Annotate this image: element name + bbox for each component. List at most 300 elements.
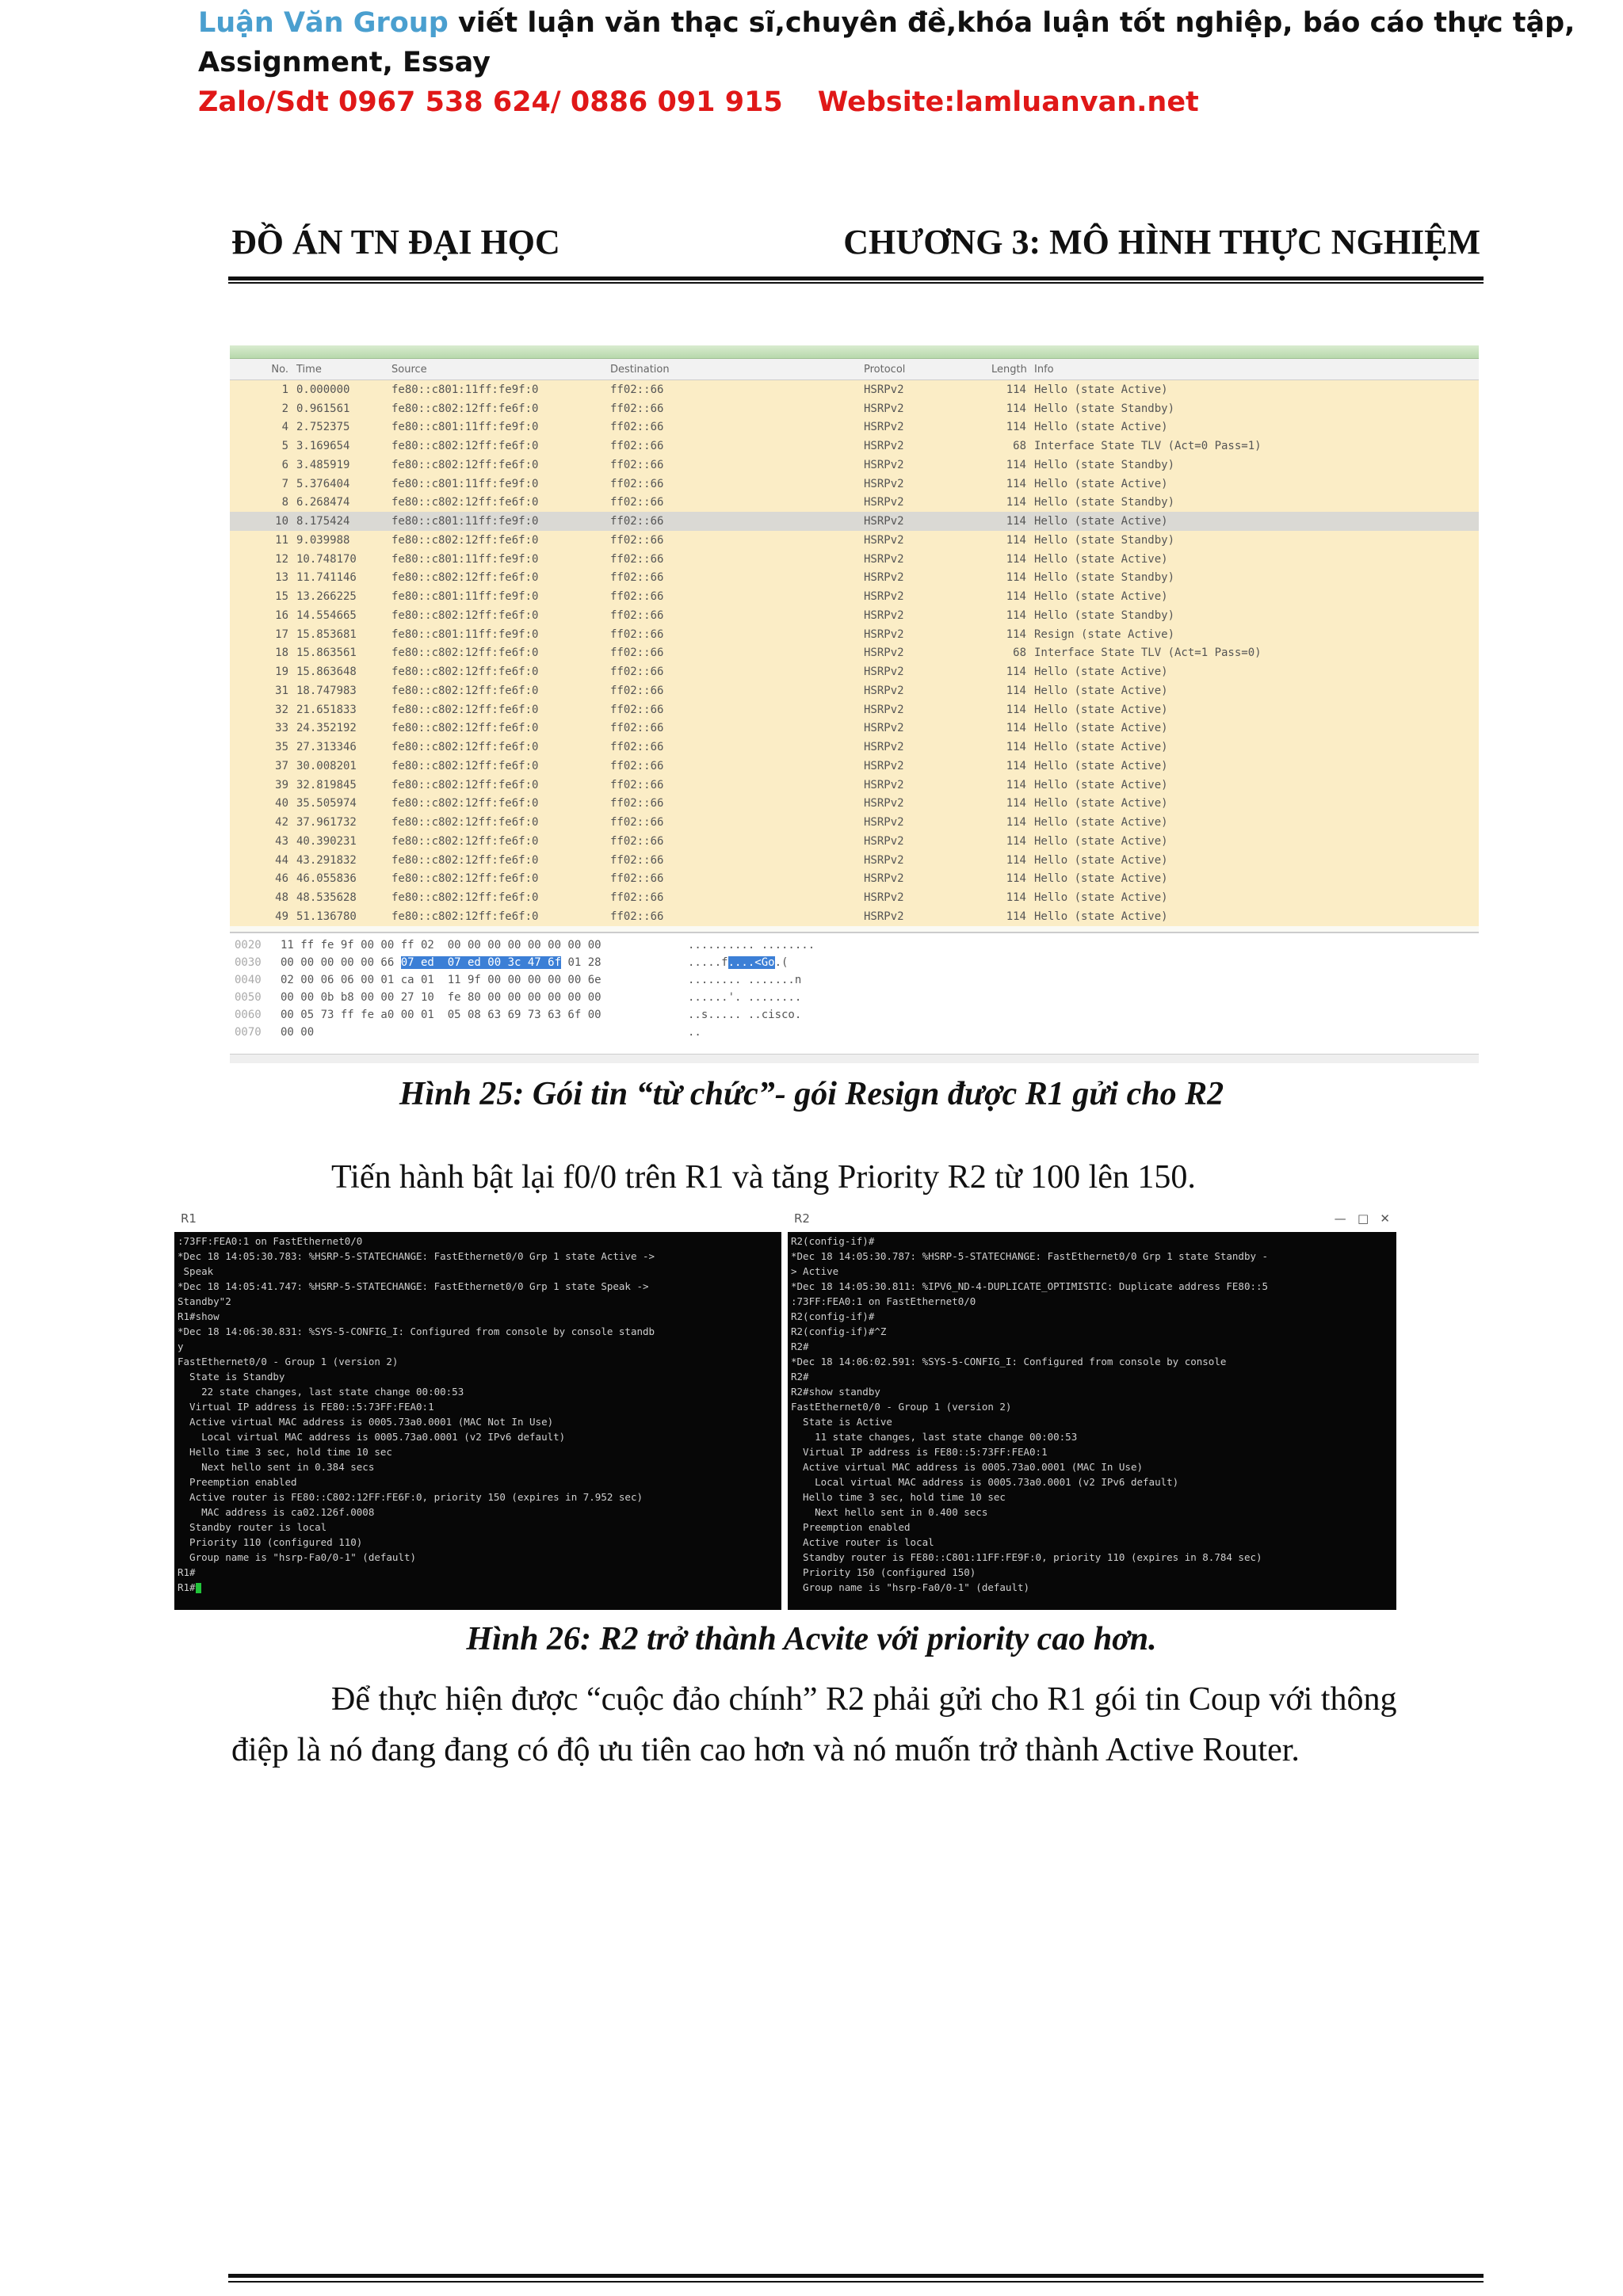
packet-cell-no: 49 bbox=[275, 910, 288, 923]
terminal-line: *Dec 18 14:05:30.787: %HSRP-5-STATECHANGE: FastEthernet0/0 Grp 1 state Standby - bbox=[791, 1250, 1269, 1262]
packet-cell-info: Interface State TLV (Act=1 Pass=0) bbox=[1034, 646, 1262, 660]
packet-cell-dst: ff02::66 bbox=[610, 646, 664, 660]
packet-cell-proto: HSRPv2 bbox=[864, 496, 904, 509]
packet-list bbox=[230, 380, 1479, 932]
packet-cell-time: 8.175424 bbox=[296, 515, 350, 528]
packet-cell-src: fe80::c801:11ff:fe9f:0 bbox=[391, 383, 539, 396]
packet-cell-dst: ff02::66 bbox=[610, 421, 664, 434]
header-rule-thin bbox=[228, 282, 1484, 284]
packet-row[interactable] bbox=[230, 587, 1479, 606]
packet-cell-time: 10.748170 bbox=[296, 552, 357, 566]
packet-cell-len: 114 bbox=[1006, 834, 1026, 848]
header-rule bbox=[228, 277, 1484, 280]
banner-line-3 bbox=[198, 82, 1593, 122]
packet-cell-time: 6.268474 bbox=[296, 496, 350, 509]
packet-cell-info: Hello (state Active) bbox=[1034, 515, 1168, 528]
packet-cell-no: 43 bbox=[275, 834, 288, 848]
packet-cell-src: fe80::c802:12ff:fe6f:0 bbox=[391, 402, 539, 415]
packet-row[interactable] bbox=[230, 475, 1479, 494]
packet-cell-info: Hello (state Active) bbox=[1034, 383, 1168, 396]
terminal-line: Virtual IP address is FE80::5:73FF:FEA0:1 bbox=[178, 1401, 434, 1413]
hex-ascii bbox=[688, 991, 801, 1004]
packet-cell-src: fe80::c802:12ff:fe6f:0 bbox=[391, 666, 539, 679]
packet-cell-no: 7 bbox=[281, 477, 288, 490]
terminal-r2-titlebar bbox=[788, 1205, 1396, 1232]
packet-cell-dst: ff02::66 bbox=[610, 910, 664, 923]
packet-cell-no: 31 bbox=[275, 684, 288, 697]
terminal-line: :73FF:FEA0:1 on FastEthernet0/0 bbox=[178, 1235, 363, 1247]
packet-cell-len: 114 bbox=[1006, 627, 1026, 641]
packet-cell-proto: HSRPv2 bbox=[864, 891, 904, 905]
packet-cell-info: Hello (state Active) bbox=[1034, 741, 1168, 754]
packet-cell-proto: HSRPv2 bbox=[864, 722, 904, 735]
hex-line[interactable] bbox=[230, 1024, 1479, 1041]
packet-cell-time: 32.819845 bbox=[296, 778, 357, 791]
packet-row[interactable] bbox=[230, 418, 1479, 437]
packet-cell-len: 114 bbox=[1006, 496, 1026, 509]
packet-cell-no: 35 bbox=[275, 741, 288, 754]
terminal-line: Standby"2 bbox=[178, 1295, 231, 1307]
hex-bytes-plain: 02 00 06 06 00 01 ca 01 11 9f 00 00 00 00 00 6e bbox=[281, 974, 601, 986]
hex-line[interactable] bbox=[230, 989, 1479, 1006]
hex-offset: 0050 bbox=[235, 991, 262, 1004]
hex-bytes-tail: 01 28 bbox=[561, 956, 601, 969]
packet-cell-no: 48 bbox=[275, 891, 288, 905]
packet-cell-src: fe80::c802:12ff:fe6f:0 bbox=[391, 722, 539, 735]
hex-bytes bbox=[281, 956, 688, 969]
packet-row[interactable] bbox=[230, 776, 1479, 795]
packet-row[interactable] bbox=[230, 832, 1479, 851]
packet-cell-info: Hello (state Active) bbox=[1034, 891, 1168, 905]
packet-cell-dst: ff02::66 bbox=[610, 834, 664, 848]
hex-bytes-plain: 11 ff fe 9f 00 00 ff 02 00 00 00 00 00 00 00 00 bbox=[281, 939, 601, 952]
packet-cell-proto: HSRPv2 bbox=[864, 816, 904, 830]
hex-ascii-plain: .. bbox=[688, 1026, 701, 1039]
packet-cell-len: 114 bbox=[1006, 421, 1026, 434]
col-protocol[interactable]: Protocol bbox=[864, 363, 906, 376]
packet-cell-time: 9.039988 bbox=[296, 533, 350, 547]
packet-cell-len: 114 bbox=[1006, 684, 1026, 697]
packet-cell-no: 12 bbox=[275, 552, 288, 566]
terminal-line: 22 state changes, last state change 00:00:53 bbox=[178, 1386, 464, 1398]
packet-cell-src: fe80::c802:12ff:fe6f:0 bbox=[391, 646, 539, 660]
terminal-line: Group name is "hsrp-Fa0/0-1" (default) bbox=[178, 1551, 417, 1563]
packet-cell-dst: ff02::66 bbox=[610, 816, 664, 830]
packet-row[interactable] bbox=[230, 681, 1479, 700]
terminal-line: R2# bbox=[791, 1371, 809, 1383]
packet-cell-proto: HSRPv2 bbox=[864, 627, 904, 641]
packet-row[interactable] bbox=[230, 380, 1479, 399]
terminal-r2 bbox=[788, 1205, 1396, 1610]
packet-row[interactable] bbox=[230, 700, 1479, 719]
packet-cell-src: fe80::c801:11ff:fe9f:0 bbox=[391, 477, 539, 490]
packet-cell-len: 114 bbox=[1006, 853, 1026, 867]
hex-ascii bbox=[688, 1009, 801, 1021]
hex-line[interactable] bbox=[230, 1006, 1479, 1024]
terminal-line: R1#show bbox=[178, 1310, 220, 1322]
packet-row[interactable] bbox=[230, 851, 1479, 870]
packet-cell-proto: HSRPv2 bbox=[864, 834, 904, 848]
packet-cell-no: 32 bbox=[275, 703, 288, 716]
packet-cell-dst: ff02::66 bbox=[610, 759, 664, 772]
packet-cell-info: Hello (state Standby) bbox=[1034, 496, 1175, 509]
packet-cell-src: fe80::c802:12ff:fe6f:0 bbox=[391, 872, 539, 886]
packet-cell-proto: HSRPv2 bbox=[864, 778, 904, 791]
terminal-line: State is Standby bbox=[178, 1371, 285, 1383]
packet-cell-time: 43.291832 bbox=[296, 853, 357, 867]
packet-cell-dst: ff02::66 bbox=[610, 778, 664, 791]
packet-cell-no: 16 bbox=[275, 608, 288, 622]
terminal-line: Active virtual MAC address is 0005.73a0.0001 (MAC Not In Use) bbox=[178, 1416, 554, 1428]
col-source[interactable]: Source bbox=[391, 363, 427, 376]
hex-line[interactable] bbox=[230, 936, 1479, 954]
hex-bytes-highlight: 07 ed 07 ed 00 3c 47 6f bbox=[400, 956, 562, 969]
packet-cell-dst: ff02::66 bbox=[610, 853, 664, 867]
packet-cell-len: 114 bbox=[1006, 515, 1026, 528]
packet-cell-src: fe80::c802:12ff:fe6f:0 bbox=[391, 834, 539, 848]
packet-cell-proto: HSRPv2 bbox=[864, 533, 904, 547]
packet-cell-len: 114 bbox=[1006, 590, 1026, 604]
packet-row[interactable] bbox=[230, 813, 1479, 832]
terminal-line: *Dec 18 14:06:02.591: %SYS-5-CONFIG_I: Configured from console by console bbox=[791, 1356, 1227, 1367]
terminal-line: Local virtual MAC address is 0005.73a0.0001 (v2 IPv6 default) bbox=[178, 1431, 566, 1443]
figure-25-caption: Hình 25: Gói tin “từ chức”- gói Resign được R1 gửi cho R2 bbox=[399, 1076, 1224, 1112]
packet-cell-proto: HSRPv2 bbox=[864, 646, 904, 660]
packet-cell-dst: ff02::66 bbox=[610, 608, 664, 622]
packet-cell-no: 17 bbox=[275, 627, 288, 641]
col-no[interactable]: No. bbox=[271, 363, 288, 376]
hex-ascii bbox=[688, 939, 815, 952]
packet-cell-proto: HSRPv2 bbox=[864, 703, 904, 716]
packet-cell-time: 0.961561 bbox=[296, 402, 350, 415]
packet-cell-no: 33 bbox=[275, 722, 288, 735]
terminal-line: Virtual IP address is FE80::5:73FF:FEA0:1 bbox=[791, 1446, 1048, 1458]
packet-cell-len: 114 bbox=[1006, 477, 1026, 490]
packet-cell-src: fe80::c801:11ff:fe9f:0 bbox=[391, 627, 539, 641]
packet-row[interactable] bbox=[230, 550, 1479, 569]
packet-cell-dst: ff02::66 bbox=[610, 571, 664, 585]
terminal-line: R2(config-if)#^Z bbox=[791, 1325, 887, 1337]
col-destination[interactable]: Destination bbox=[610, 363, 670, 376]
terminal-line: *Dec 18 14:05:41.747: %HSRP-5-STATECHANGE: FastEthernet0/0 Grp 1 state Speak -> bbox=[178, 1280, 649, 1292]
packet-row[interactable] bbox=[230, 644, 1479, 663]
packet-cell-dst: ff02::66 bbox=[610, 590, 664, 604]
hex-line[interactable] bbox=[230, 971, 1479, 989]
packet-row[interactable] bbox=[230, 907, 1479, 926]
packet-cell-len: 114 bbox=[1006, 759, 1026, 772]
packet-row[interactable] bbox=[230, 662, 1479, 681]
packet-row[interactable] bbox=[230, 738, 1479, 757]
packet-cell-proto: HSRPv2 bbox=[864, 666, 904, 679]
packet-cell-dst: ff02::66 bbox=[610, 684, 664, 697]
packet-cell-time: 46.055836 bbox=[296, 872, 357, 886]
banner-website: Website:lamluanvan.net bbox=[817, 86, 1199, 118]
packet-cell-dst: ff02::66 bbox=[610, 627, 664, 641]
hex-ascii-plain: ......'. ........ bbox=[688, 991, 802, 1004]
packet-cell-dst: ff02::66 bbox=[610, 458, 664, 471]
packet-cell-src: fe80::c802:12ff:fe6f:0 bbox=[391, 608, 539, 622]
packet-cell-no: 8 bbox=[281, 496, 288, 509]
packet-cell-time: 15.853681 bbox=[296, 627, 357, 641]
packet-cell-info: Hello (state Standby) bbox=[1034, 571, 1175, 585]
packet-cell-time: 40.390231 bbox=[296, 834, 357, 848]
packet-cell-info: Hello (state Active) bbox=[1034, 552, 1168, 566]
packet-cell-time: 48.535628 bbox=[296, 891, 357, 905]
packet-cell-info: Hello (state Active) bbox=[1034, 684, 1168, 697]
terminal-line: Local virtual MAC address is 0005.73a0.0001 (v2 IPv6 default) bbox=[791, 1476, 1179, 1488]
hex-bytes bbox=[281, 939, 688, 952]
terminal-line: Group name is "hsrp-Fa0/0-1" (default) bbox=[791, 1581, 1030, 1593]
packet-row[interactable] bbox=[230, 888, 1479, 907]
terminal-r1 bbox=[174, 1205, 781, 1610]
terminal-line: R1# bbox=[178, 1566, 196, 1578]
packet-cell-time: 3.485919 bbox=[296, 458, 350, 471]
banner-line-1 bbox=[198, 3, 1593, 43]
packet-cell-no: 11 bbox=[275, 533, 288, 547]
packet-list-header bbox=[230, 359, 1479, 380]
banner-line-2: Assignment, Essay bbox=[198, 47, 491, 78]
hex-offset: 0020 bbox=[235, 939, 262, 952]
packet-cell-proto: HSRPv2 bbox=[864, 741, 904, 754]
packet-cell-src: fe80::c802:12ff:fe6f:0 bbox=[391, 533, 539, 547]
packet-cell-time: 15.863561 bbox=[296, 646, 357, 660]
packet-cell-dst: ff02::66 bbox=[610, 872, 664, 886]
terminal-line: R2(config-if)# bbox=[791, 1235, 875, 1247]
packet-row[interactable] bbox=[230, 512, 1479, 531]
paragraph-1: Tiến hành bật lại f0/0 trên R1 và tăng Priority R2 từ 100 lên 150. bbox=[331, 1159, 1196, 1196]
packet-cell-src: fe80::c801:11ff:fe9f:0 bbox=[391, 421, 539, 434]
hex-offset: 0040 bbox=[235, 974, 262, 986]
packet-cell-dst: ff02::66 bbox=[610, 722, 664, 735]
packet-cell-src: fe80::c802:12ff:fe6f:0 bbox=[391, 458, 539, 471]
packet-cell-len: 114 bbox=[1006, 872, 1026, 886]
packet-cell-src: fe80::c801:11ff:fe9f:0 bbox=[391, 590, 539, 604]
packet-cell-proto: HSRPv2 bbox=[864, 402, 904, 415]
packet-cell-len: 114 bbox=[1006, 778, 1026, 791]
hex-offset: 0030 bbox=[235, 956, 262, 969]
packet-cell-info: Hello (state Active) bbox=[1034, 797, 1168, 810]
packet-cell-no: 42 bbox=[275, 816, 288, 830]
packet-cell-time: 14.554665 bbox=[296, 608, 357, 622]
packet-cell-dst: ff02::66 bbox=[610, 477, 664, 490]
terminal-line: Standby router is local bbox=[178, 1521, 327, 1533]
packet-cell-proto: HSRPv2 bbox=[864, 590, 904, 604]
col-length[interactable]: Length bbox=[991, 363, 1027, 376]
terminal-line: FastEthernet0/0 - Group 1 (version 2) bbox=[178, 1356, 399, 1367]
packet-cell-info: Hello (state Active) bbox=[1034, 759, 1168, 772]
window-controls[interactable]: — □ ✕ bbox=[1334, 1211, 1390, 1226]
packet-cell-proto: HSRPv2 bbox=[864, 383, 904, 396]
terminal-line: FastEthernet0/0 - Group 1 (version 2) bbox=[791, 1401, 1012, 1413]
packet-cell-proto: HSRPv2 bbox=[864, 477, 904, 490]
terminal-line: > Active bbox=[791, 1265, 839, 1277]
packet-cell-src: fe80::c801:11ff:fe9f:0 bbox=[391, 552, 539, 566]
terminal-line: Preemption enabled bbox=[791, 1521, 911, 1533]
packet-cell-len: 114 bbox=[1006, 910, 1026, 923]
packet-cell-time: 24.352192 bbox=[296, 722, 357, 735]
page-header bbox=[231, 222, 1480, 262]
terminal-line: Next hello sent in 0.384 secs bbox=[178, 1461, 375, 1473]
packet-cell-len: 114 bbox=[1006, 383, 1026, 396]
packet-cell-src: fe80::c802:12ff:fe6f:0 bbox=[391, 910, 539, 923]
packet-cell-src: fe80::c802:12ff:fe6f:0 bbox=[391, 759, 539, 772]
packet-cell-dst: ff02::66 bbox=[610, 797, 664, 810]
packet-cell-src: fe80::c802:12ff:fe6f:0 bbox=[391, 778, 539, 791]
terminal-line: R2(config-if)# bbox=[791, 1310, 875, 1322]
packet-row[interactable] bbox=[230, 795, 1479, 814]
terminal-r2-output[interactable] bbox=[788, 1232, 1396, 1596]
packet-cell-time: 37.961732 bbox=[296, 816, 357, 830]
hex-ascii-plain: .......... ........ bbox=[688, 939, 815, 952]
packet-row[interactable] bbox=[230, 757, 1479, 776]
packet-cell-info: Hello (state Standby) bbox=[1034, 533, 1175, 547]
hex-bytes-plain: 00 00 00 00 00 66 bbox=[281, 956, 401, 969]
packet-cell-no: 37 bbox=[275, 759, 288, 772]
terminal-r2-title: R2 bbox=[794, 1211, 810, 1226]
packet-cell-info: Hello (state Active) bbox=[1034, 722, 1168, 735]
terminal-line: *Dec 18 14:05:30.783: %HSRP-5-STATECHANGE: FastEthernet0/0 Grp 1 state Active -> bbox=[178, 1250, 655, 1262]
terminal-line: Next hello sent in 0.400 secs bbox=[791, 1506, 988, 1518]
hex-ascii-plain: .....f bbox=[688, 956, 728, 969]
packet-cell-proto: HSRPv2 bbox=[864, 515, 904, 528]
packet-cell-info: Hello (state Active) bbox=[1034, 590, 1168, 604]
packet-cell-dst: ff02::66 bbox=[610, 703, 664, 716]
col-time[interactable]: Time bbox=[296, 363, 322, 376]
packet-cell-no: 18 bbox=[275, 646, 288, 660]
packet-cell-time: 0.000000 bbox=[296, 383, 350, 396]
packet-row[interactable] bbox=[230, 606, 1479, 625]
hex-ascii bbox=[688, 956, 788, 969]
hex-ascii-plain: ..s..... ..cisco. bbox=[688, 1009, 802, 1021]
packet-cell-proto: HSRPv2 bbox=[864, 458, 904, 471]
terminal-line: R1# bbox=[178, 1580, 778, 1595]
packet-cell-len: 114 bbox=[1006, 608, 1026, 622]
packet-cell-len: 68 bbox=[1013, 440, 1026, 453]
packet-cell-no: 4 bbox=[281, 421, 288, 434]
packet-cell-src: fe80::c802:12ff:fe6f:0 bbox=[391, 571, 539, 585]
hex-ascii-tail: .( bbox=[774, 956, 789, 969]
packet-cell-src: fe80::c802:12ff:fe6f:0 bbox=[391, 440, 539, 453]
packet-cell-proto: HSRPv2 bbox=[864, 608, 904, 622]
paragraph-2-line-2: điệp là nó đang đang có độ ưu tiên cao hơn và nó muốn trở thành Active Router. bbox=[231, 1732, 1300, 1768]
packet-cell-src: fe80::c802:12ff:fe6f:0 bbox=[391, 853, 539, 867]
terminal-line: 11 state changes, last state change 00:00:53 bbox=[791, 1431, 1078, 1443]
packet-cell-time: 13.266225 bbox=[296, 590, 357, 604]
packet-cell-info: Hello (state Active) bbox=[1034, 778, 1168, 791]
banner-tagline: viết luận văn thạc sĩ,chuyên đề,khóa luận tốt nghiệp, báo cáo thực tập, bbox=[448, 7, 1575, 39]
packet-cell-time: 35.505974 bbox=[296, 797, 357, 810]
packet-row[interactable] bbox=[230, 531, 1479, 550]
packet-cell-time: 30.008201 bbox=[296, 759, 357, 772]
packet-cell-no: 1 bbox=[281, 383, 288, 396]
packet-cell-len: 114 bbox=[1006, 458, 1026, 471]
packet-cell-info: Hello (state Active) bbox=[1034, 666, 1168, 679]
packet-row[interactable] bbox=[230, 870, 1479, 889]
terminal-line: State is Active bbox=[791, 1416, 892, 1428]
hex-offset: 0070 bbox=[235, 1026, 262, 1039]
packet-row[interactable] bbox=[230, 719, 1479, 738]
packet-cell-src: fe80::c802:12ff:fe6f:0 bbox=[391, 703, 539, 716]
packet-cell-no: 40 bbox=[275, 797, 288, 810]
packet-cell-time: 51.136780 bbox=[296, 910, 357, 923]
hex-ascii bbox=[688, 974, 801, 986]
packet-cell-proto: HSRPv2 bbox=[864, 684, 904, 697]
packet-cell-dst: ff02::66 bbox=[610, 383, 664, 396]
packet-cell-info: Hello (state Active) bbox=[1034, 421, 1168, 434]
packet-cell-info: Interface State TLV (Act=0 Pass=1) bbox=[1034, 440, 1262, 453]
terminal-r1-output[interactable] bbox=[174, 1232, 781, 1596]
terminal-line: y bbox=[178, 1341, 184, 1352]
terminal-line: *Dec 18 14:05:30.811: %IPV6_ND-4-DUPLICATE_OPTIMISTIC: Duplicate address FE80::5 bbox=[791, 1280, 1269, 1292]
packet-cell-len: 114 bbox=[1006, 666, 1026, 679]
packet-cell-src: fe80::c802:12ff:fe6f:0 bbox=[391, 816, 539, 830]
packet-cell-time: 18.747983 bbox=[296, 684, 357, 697]
wireshark-filter-bar[interactable] bbox=[230, 345, 1479, 359]
packet-cell-proto: HSRPv2 bbox=[864, 571, 904, 585]
packet-cell-no: 10 bbox=[275, 515, 288, 528]
packet-row[interactable] bbox=[230, 399, 1479, 418]
packet-row[interactable] bbox=[230, 437, 1479, 456]
packet-cell-dst: ff02::66 bbox=[610, 402, 664, 415]
packet-cell-proto: HSRPv2 bbox=[864, 759, 904, 772]
packet-row[interactable] bbox=[230, 456, 1479, 475]
packet-cell-no: 44 bbox=[275, 853, 288, 867]
packet-cell-time: 15.863648 bbox=[296, 666, 357, 679]
paragraph-2-line-1: Để thực hiện được “cuộc đảo chính” R2 phải gửi cho R1 gói tin Coup với thông bbox=[331, 1681, 1397, 1718]
terminal-line: Priority 150 (configured 150) bbox=[791, 1566, 976, 1578]
packet-cell-len: 114 bbox=[1006, 797, 1026, 810]
terminal-line: Active virtual MAC address is 0005.73a0.0001 (MAC In Use) bbox=[791, 1461, 1144, 1473]
packet-cell-info: Hello (state Active) bbox=[1034, 853, 1168, 867]
packet-row[interactable] bbox=[230, 625, 1479, 644]
terminal-line: Priority 110 (configured 110) bbox=[178, 1536, 363, 1548]
promo-banner bbox=[198, 3, 1593, 122]
terminal-line: R2#show standby bbox=[791, 1386, 880, 1398]
packet-cell-proto: HSRPv2 bbox=[864, 797, 904, 810]
packet-cell-time: 27.313346 bbox=[296, 741, 357, 754]
packet-cell-len: 114 bbox=[1006, 722, 1026, 735]
packet-cell-dst: ff02::66 bbox=[610, 440, 664, 453]
packet-cell-info: Hello (state Active) bbox=[1034, 816, 1168, 830]
banner-contact: Zalo/Sdt 0967 538 624/ 0886 091 915 bbox=[198, 86, 783, 118]
wireshark-status-bar bbox=[230, 1054, 1479, 1063]
packet-cell-len: 68 bbox=[1013, 646, 1026, 660]
hex-line[interactable] bbox=[230, 954, 1479, 971]
hex-bytes-plain: 00 00 bbox=[281, 1026, 315, 1039]
hex-ascii bbox=[688, 1026, 701, 1039]
hex-ascii-highlight: ....<Go bbox=[727, 956, 775, 969]
packet-cell-src: fe80::c802:12ff:fe6f:0 bbox=[391, 891, 539, 905]
packet-cell-len: 114 bbox=[1006, 552, 1026, 566]
packet-row[interactable] bbox=[230, 569, 1479, 588]
packet-cell-no: 2 bbox=[281, 402, 288, 415]
terminal-line: :73FF:FEA0:1 on FastEthernet0/0 bbox=[791, 1295, 976, 1307]
wireshark-capture bbox=[230, 345, 1479, 1063]
packet-row[interactable] bbox=[230, 494, 1479, 513]
col-info[interactable]: Info bbox=[1034, 363, 1054, 376]
packet-cell-time: 11.741146 bbox=[296, 571, 357, 585]
packet-cell-dst: ff02::66 bbox=[610, 515, 664, 528]
terminal-line: Active router is FE80::C802:12FF:FE6F:0, priority 150 (expires in 7.952 sec) bbox=[178, 1491, 643, 1503]
footer-rule bbox=[228, 2274, 1484, 2278]
hex-bytes-plain: 00 05 73 ff fe a0 00 01 05 08 63 69 73 63 6f 00 bbox=[281, 1009, 601, 1021]
terminal-line: Hello time 3 sec, hold time 10 sec bbox=[791, 1491, 1006, 1503]
terminal-line: Preemption enabled bbox=[178, 1476, 297, 1488]
terminal-line: Speak bbox=[178, 1265, 214, 1277]
packet-cell-src: fe80::c802:12ff:fe6f:0 bbox=[391, 684, 539, 697]
packet-cell-proto: HSRPv2 bbox=[864, 552, 904, 566]
terminal-line: Hello time 3 sec, hold time 10 sec bbox=[178, 1446, 392, 1458]
